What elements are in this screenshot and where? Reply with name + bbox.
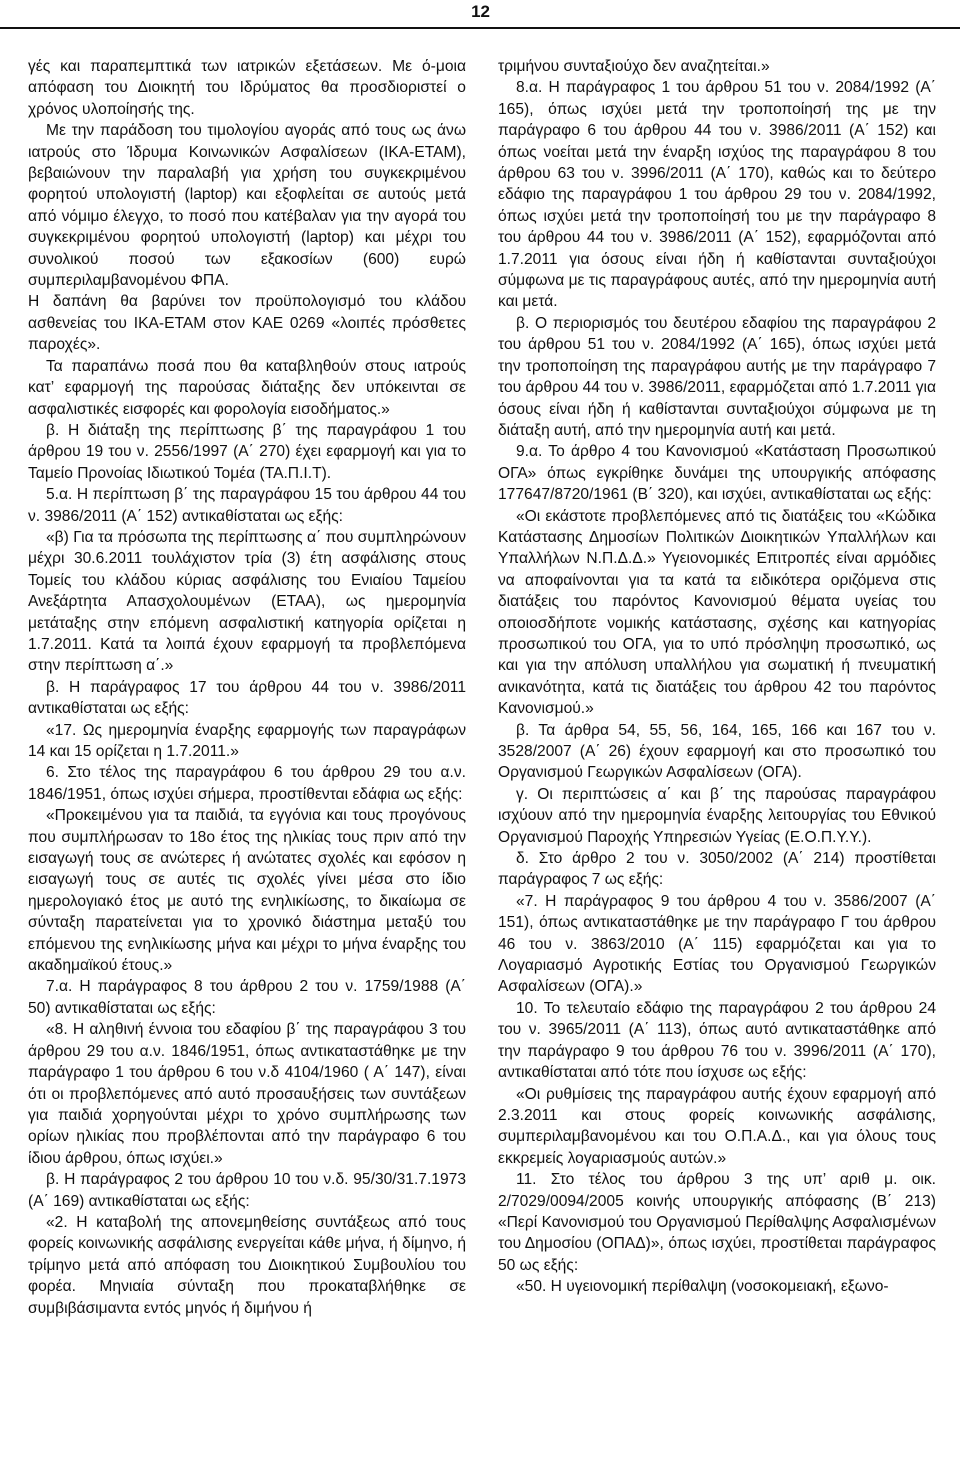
paragraph: 8.α. Η παράγραφος 1 του άρθρου 51 του ν. 2084/1992 (Α΄ 165), όπως ισχύει μετά την τροποποίησή της με την παράγραφο 6 του άρθρου 44 του ν. 3986/2011 (Α΄ 152) και όπως νοείται μετά την έναρξη ισχύος της παραγράφου 8 του άρθρου 63 του ν. 3996/2011 (Α΄ 170), καθώς και το δεύτερο εδάφιο της παραγράφου 1 του άρθρου 29 του ν. 2084/1992, όπως ισχύει μετά την τροποποίησή του με την παράγραφο 8 του άρθρου 44 του ν. 3986/2011 (Α΄ 152), εφαρμόζονται από 1.7.2011 για όσους είναι ήδη ή καθίστανται συνταξιούχοι σύμφωνα με τις παραγράφους αυτές, από την ημερομηνία αυτή και μετά. xyxy=(498,79,936,311)
paragraph: 9.α. Το άρθρο 4 του Κανονισμού «Κατάσταση Προσωπικού ΟΓΑ» όπως εγκρίθηκε δυνάμει της υπουργικής απόφασης 177647/8720/1961 (Β΄ 320), και ισχύει, αντικαθίσταται ως εξής: xyxy=(498,443,936,504)
paragraph: β. Η παράγραφος 17 του άρθρου 44 του ν. 3986/2011 αντικαθίσταται ως εξής: xyxy=(28,678,466,718)
paragraph: 7.α. Η παράγραφος 8 του άρθρου 2 του ν. 1759/1988 (Α΄ 50) αντικαθίσταται ως εξής: xyxy=(28,978,466,1017)
paragraph: «7. Η παράγραφος 9 του άρθρου 4 του ν. 3586/2007 (Α΄ 151), όπως αντικαταστάθηκε με την παράγραφο Γ του άρθρου 46 του ν. 3863/2010 (Α΄ 115) εφαρμόζεται και για το Λογαριασμό Αγροτικής Εστίας του Οργανισμού Γεωργικών Ασφαλίσεων (ΟΓΑ).» xyxy=(498,892,936,996)
page-number: 12 xyxy=(471,2,490,21)
paragraph: τριμήνου συνταξιούχο δεν αναζητείται.» xyxy=(498,58,770,75)
page-header xyxy=(0,0,960,29)
paragraph: 11. Στο τέλος του άρθρου 3 της υπ’ αριθ μ. οικ. 2/7029/0094/2005 κοινής υπουργικής απόφασης (Β΄ 213) «Περί Κανονισμού του Οργανισμού Περίθαλψης Ασφαλισμένων του Δημοσίου (ΟΠΑΔ)», όπως ισχύει, προστίθεται παράγραφος 50 ως εξής: xyxy=(498,1171,936,1274)
paragraph: Με την παράδοση του τιμολογίου αγοράς από τους ως άνω ιατρούς στο Ίδρυμα Κοινωνικών Ασφαλίσεων (ΙΚΑ-ΕΤΑΜ), βεβαιώνουν την παραλαβή για χρήση του συγκεκριμένου φορητού υπολογιστή (laptop) και εξοφλείται σε αυτούς μετά από νόμιμο έλεγχο, το ποσό που κατέβαλαν για την αγορά του συγκεκριμένου φορητού υπολογιστή (laptop) και μέχρι του συνολικού ποσού των εξακοσίων (600) ευρώ συμπεριλαμβανομένου ΦΠΑ. xyxy=(28,122,466,290)
paragraph: β. Η διάταξη της περίπτωσης β΄ της παραγράφου 1 του άρθρου 19 του ν. 2556/1997 (Α΄ 270) έχει εφαρμογή και για το Ταμείο Προνοίας Ιδιωτικού Τομέα (ΤΑ.Π.Ι.Τ). xyxy=(28,421,466,482)
paragraph: δ. Στο άρθρο 2 του ν. 3050/2002 (Α΄ 214) προστίθεται παράγραφος 7 ως εξής: xyxy=(498,850,936,889)
paragraph: «17. Ως ημερομηνία έναρξης εφαρμογής των παραγράφων 14 και 15 ορίζεται η 1.7.2011.» xyxy=(28,721,466,760)
paragraph: 6. Στο τέλος της παραγράφου 6 του άρθρου 29 του α.ν. 1846/1951, όπως ισχύει σήμερα, προστίθενται εδάφια ως εξής: xyxy=(28,764,466,803)
paragraph: «β) Για τα πρόσωπα της περίπτωσης α΄ που συμπληρώνουν μέχρι 30.6.2011 τουλάχιστον τρία (3) έτη ασφάλισης στους Τομείς του κλάδου κύριας ασφάλισης του Ενιαίου Ταμείου Ανεξάρτητα Απασχολουμένων (ΕΤΑΑ), ως ημερομηνία μετάταξης στην επόμενη ασφαλιστική κατηγορία ορίζεται η 1.7.2011. Κατά τα λοιπά έχουν εφαρμογή τα προβλεπόμενα στην περίπτωση α΄.» xyxy=(28,528,466,675)
left-column xyxy=(28,56,466,1319)
paragraph: 5.α. Η περίπτωση β΄ της παραγράφου 15 του άρθρου 44 του ν. 3986/2011 (Α΄ 152) αντικαθίσταται ως εξής: xyxy=(28,486,466,525)
paragraph: «2. Η καταβολή της απονεμηθείσης συντάξεως από τους φορείς κοινωνικής ασφάλισης ενεργείται κάθε μήνα, ή δίμηνο, ή τρίμηνο μετά από απόφαση του Διοικητικού Συμβουλίου του φορέα. Μηνιαία σύνταξη που προκαταβλήθηκε σε συμβιβάσιμαντα εντός μηνός ή διμήνου ή xyxy=(28,1213,466,1317)
paragraph: «50. Η υγειονομική περίθαλψη (νοσοκομειακή, εξωνο- xyxy=(516,1278,889,1296)
paragraph: β. Τα άρθρα 54, 55, 56, 164, 165, 166 και 167 του ν. 3528/2007 (Α΄ 26) έχουν εφαρμογή και στο προσωπικό του Οργανισμού Γεωργικών Ασφαλίσεων (ΟΓΑ). xyxy=(498,721,936,782)
paragraph: «Προκειμένου για τα παιδιά, τα εγγόνια και τους προγόνους που συμπλήρωσαν το 18ο έτος της ηλικίας τους πριν από την εισαγωγή τους σε ανώτερες ή ανώτατες σχολές και εφόσον η εισαγωγή τους σε αυτές τις σχολές γίνει μέσα στο ίδιο ημερολογιακό έτος με αυτό της ενηλικίωσης, το δικαίωμα σε σύνταξη παρατείνεται για το χρονικό διάστημα μεταξύ του επόμενου της ενηλικίωσης μήνα και μέχρι το μήνα έναρξης του ακαδημαϊκού έτους.» xyxy=(28,807,466,975)
paragraph: Η δαπάνη θα βαρύνει τον προϋπολογισμό του κλάδου ασθενείας του ΙΚΑ-ΕΤΑΜ στον ΚΑΕ 0269 «λοιπές πρόσθετες παροχές». xyxy=(28,293,466,354)
paragraph: γές και παραπεμπτικά των ιατρικών εξετάσεων. Με ό-μοια απόφαση του Διοικητή του Ιδρύματος θα προσδιοριστεί ο χρόνος υλοποίησής της. xyxy=(28,58,466,118)
paragraph: «Οι εκάστοτε προβλεπόμενες από τις διατάξεις του «Κώδικα Κατάστασης Δημοσίων Πολιτικών Διοικητικών Υπαλλήλων και Υπαλλήλων Ν.Π.Δ.Δ.» Υγειονομικές Επιτροπές είναι αρμόδιες να αποφαίνονται για τα κατά τα ειδικότερα οριζόμενα στις διατάξεις του παρόντος Κανονισμού θέματα υγείας του οποιοσδήποτε νομικής κατάστασης, σχέσης και κατηγορίας προσωπικού του ΟΓΑ, για το υπό πρόσληψη προσωπικό, ως και για την απόλυση υπαλλήλου για σωματική ή πνευματική ανικανότητα, κατά τις διατάξεις του άρθρου 42 του παρόντος Κανονισμού.» xyxy=(498,507,936,718)
paragraph: β. Ο περιορισμός του δευτέρου εδαφίου της παραγράφου 2 του άρθρου 51 του ν. 2084/1992 (Α΄ 165), όπως ισχύει μετά την τροποποίηση της παραγράφου αυτής με την παράγραφο 7 του άρθρου 44 του ν. 3986/2011, εφαρμόζεται από 1.7.2011 για όσους είναι ήδη ή καθίστανται συνταξιούχοι σύμφωνα με τη διάταξη αυτή, από την ημερομηνία αυτή και μετά. xyxy=(498,314,936,439)
right-column xyxy=(498,56,936,1298)
paragraph: 10. Το τελευταίο εδάφιο της παραγράφου 2 του άρθρου 24 του ν. 3965/2011 (Α΄ 113), όπως αυτό αντικαταστάθηκε από την παράγραφο 9 του άρθρου 76 του ν. 3996/2011 (Α΄ 170), αντικαθίσταται από τότε που ίσχυσε ως εξής: xyxy=(498,999,936,1082)
paragraph: «Οι ρυθμίσεις της παραγράφου αυτής έχουν εφαρμογή από 2.3.2011 και στους φορείς κοινωνικής ασφάλισης, συμπεριλαμβανομένου και του Ο.Π.Α.Δ., και για όλους τους εκκρεμείς λογαριασμούς αυτών.» xyxy=(498,1085,936,1167)
paragraph: «8. Η αληθινή έννοια του εδαφίου β΄ της παραγράφου 3 του άρθρου 29 του α.ν. 1846/1951, όπως αντικαταστάθηκε με την παράγραφο 1 του άρθρου 6 του ν.δ 4104/1960 ( Α΄ 147), είναι ότι οι προβλεπόμενες από αυτό προσαυξήσεις των συντάξεων για παιδιά χορηγούνται μέχρι το χρόνο συμπλήρωσης των ορίων ηλικίας που προβλέπονται από την παράγραφο 6 του ίδιου άρθρου, όπως ισχύει.» xyxy=(28,1021,466,1167)
paragraph: β. Η παράγραφος 2 του άρθρου 10 του ν.δ. 95/30/31.7.1973 (Α΄ 169) αντικαθίσταται ως εξής: xyxy=(28,1171,466,1210)
paragraph: γ. Οι περιπτώσεις α΄ και β΄ της παρούσας παραγράφου ισχύουν από την ημερομηνία έναρξης λειτουργίας του Εθνικού Οργανισμού Παροχής Υπηρεσιών Υγείας (Ε.Ο.Π.Υ.Υ.). xyxy=(498,785,936,846)
paragraph: Τα παραπάνω ποσά που θα καταβληθούν στους ιατρούς κατ’ εφαρμογή της παρούσας διάταξης δεν υπόκεινται σε ασφαλιστικές εισφορές και φορολογία εισοδήματος.» xyxy=(28,357,466,418)
